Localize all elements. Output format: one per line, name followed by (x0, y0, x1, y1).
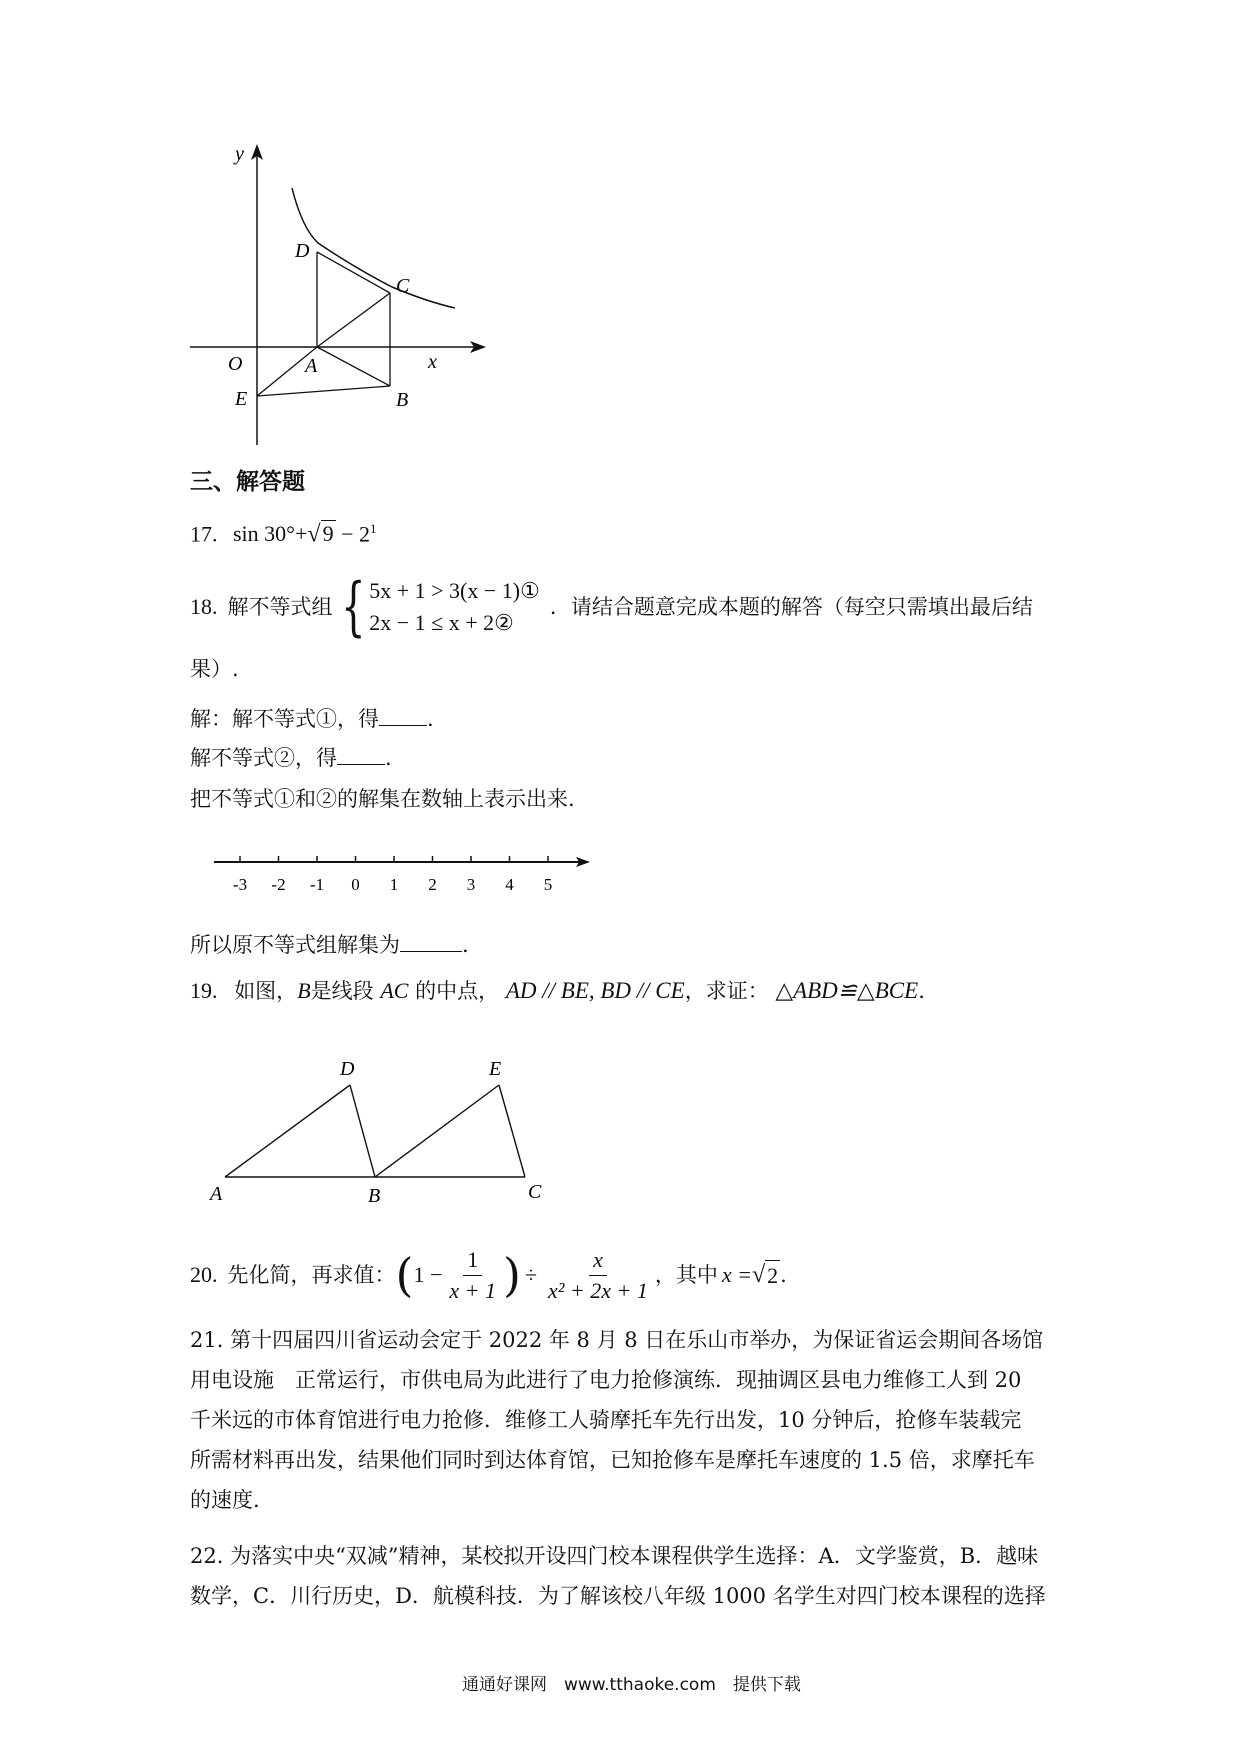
number-line-tick-label: -2 (271, 875, 286, 894)
q20-one: 1 − (413, 1262, 443, 1287)
q20-where: ，其中 (654, 1263, 718, 1287)
q19-goal: △ABD≌△BCE (775, 978, 919, 1003)
number-line-tick-label: 3 (466, 875, 476, 894)
q18-dot3: . (462, 933, 469, 957)
q22 (190, 1536, 1046, 1616)
q20-frac1-num: 1 (463, 1247, 482, 1276)
q20-lparen: ( (395, 1248, 414, 1302)
label-C: C (396, 275, 410, 297)
q17-radicand: 9 (322, 521, 334, 547)
q17-sqrt-sign: √ (307, 521, 321, 548)
label-x: x (428, 351, 437, 373)
number-line-tick-label: -1 (309, 875, 325, 894)
q20-number: 20. (190, 1262, 218, 1287)
label-B-19: B (368, 1185, 381, 1205)
q19-text-c: 的中点， (415, 979, 500, 1003)
segment-AD-19 (225, 1085, 350, 1177)
q20-sqrt-sign: √ (751, 1262, 766, 1288)
q18-dot1: . (427, 707, 434, 731)
q22-line: 22. 为落实中央“双减”精神，某校拟开设四门校本课程供学生选择：A．文学鉴赏，B．越味 (190, 1544, 1039, 1568)
q18-blank3 (400, 931, 462, 952)
number-line-tick-label: 5 (543, 875, 553, 894)
q21 (190, 1320, 1043, 1520)
q19-text-b: 是线段 (310, 979, 374, 1003)
q20-radicand: 2 (765, 1260, 780, 1291)
q21-line: 用电设施 正常运行，市供电局为此进行了电力抢修演练．现抽调区县电力维修工人到 20 (190, 1368, 1022, 1392)
label-E: E (235, 388, 248, 410)
q18-line3: 把不等式①和②的解集在数轴上表示出来. (190, 787, 575, 811)
q21-line: 所需材料再出发，结果他们同时到达体育馆，已知抢修车是摩托车速度的 1.5 倍，求摩托车 (190, 1448, 1035, 1472)
q18-brace: { (340, 570, 366, 644)
segment-AB (317, 347, 390, 386)
q22-line: 数学，C．川行历史，D．航模科技．为了解该校八年级 1000 名学生对四门校本课程的选择 (190, 1584, 1046, 1608)
q18 (190, 572, 1033, 642)
number-line-tick-label: 1 (389, 875, 399, 894)
number-line-tick-label: 4 (505, 875, 514, 894)
q18-blank2 (337, 744, 385, 765)
segment-BE-19 (375, 1085, 499, 1177)
q18-lead: 解不等式组 (227, 595, 333, 619)
q18-line1 (190, 704, 434, 734)
segment-EB (257, 386, 390, 396)
label-C-19: C (528, 1181, 542, 1203)
q18-tail: ．请结合题意完成本题的解答（每空只需填出最后结 (549, 595, 1033, 619)
q19 (190, 976, 925, 1006)
q17 (190, 514, 376, 549)
q18-line2-text: 解不等式②，得 (190, 746, 337, 770)
q20-rparen: ) (503, 1248, 521, 1302)
q19-text-d: ，求证： (684, 979, 769, 1003)
q18-line2 (190, 743, 392, 773)
label-D-19: D (340, 1058, 355, 1080)
label-A-19: A (210, 1183, 223, 1205)
q18-ineq1: 5x + 1 > 3(x − 1)① (369, 578, 540, 603)
q18-blank1 (379, 705, 427, 726)
q16-figure (180, 140, 500, 455)
segment-DB-19 (350, 1085, 375, 1177)
q19-text-a: 如图， (234, 979, 298, 1003)
q20-dot: . (780, 1263, 787, 1287)
q18-ineq2: 2x − 1 ≤ x + 2② (369, 610, 514, 635)
label-O: O (228, 353, 243, 375)
q18-line4-text: 所以原不等式组解集为 (190, 933, 400, 957)
q18-line4 (190, 930, 469, 960)
q19-dot: . (918, 979, 925, 1003)
q19-number: 19. (190, 978, 218, 1003)
number-line-tick-label: 2 (428, 875, 437, 894)
q21-line: 21. 第十四届四川省运动会定于 2022 年 8 月 8 日在乐山市举办，为保证省运会期间各场馆 (190, 1328, 1044, 1352)
q21-line: 的速度. (190, 1488, 260, 1512)
q18-system (369, 575, 540, 639)
q19-AC: AC (380, 978, 409, 1003)
segment-EC-19 (499, 1085, 525, 1177)
q20-div: ÷ (524, 1262, 538, 1287)
q17-exponent: 1 (369, 521, 377, 536)
q17-expr-a: sin 30°+ (233, 521, 308, 547)
q18-number: 18. (190, 594, 218, 619)
q17-number: 17. (190, 521, 218, 547)
q18-tail2: 果）. (190, 657, 239, 681)
section-title: 三、解答题 (190, 469, 305, 495)
q20-text: 先化简，再求值： (227, 1263, 396, 1287)
q19-cond: AD // BE, BD // CE (505, 978, 685, 1003)
q19-figure (200, 1030, 560, 1205)
q17-expr-b: − 2 (341, 521, 370, 547)
label-y: y (235, 143, 244, 165)
label-D: D (295, 240, 310, 262)
q21-line: 千米远的市体育馆进行电力抢修．维修工人骑摩托车先行出发，10 分钟后，抢修车装载完 (190, 1408, 1022, 1432)
q20 (190, 1240, 787, 1310)
q20-x-eq: x = (721, 1262, 752, 1287)
q20-frac1-den: x + 1 (449, 1277, 496, 1303)
q20-frac2-den: x² + 2x + 1 (548, 1277, 648, 1303)
label-B: B (396, 389, 409, 411)
q20-frac1 (445, 1247, 500, 1304)
q20-frac2-num: x (589, 1247, 607, 1276)
q18-line1-text: 解：解不等式①，得 (190, 707, 379, 731)
label-A: A (305, 355, 318, 377)
q20-frac2 (544, 1247, 652, 1304)
number-line (210, 852, 600, 902)
footer-download-note: 通通好课网 www.tthaoke.com 提供下载 (462, 1675, 801, 1695)
q19-B: B (297, 978, 311, 1003)
q18-dot2: . (385, 746, 392, 770)
segment-AC (317, 293, 390, 347)
label-E-19: E (489, 1058, 502, 1080)
segment-DC (317, 252, 390, 293)
number-line-tick-label: 0 (351, 875, 360, 894)
number-line-tick-label: -3 (232, 875, 248, 894)
